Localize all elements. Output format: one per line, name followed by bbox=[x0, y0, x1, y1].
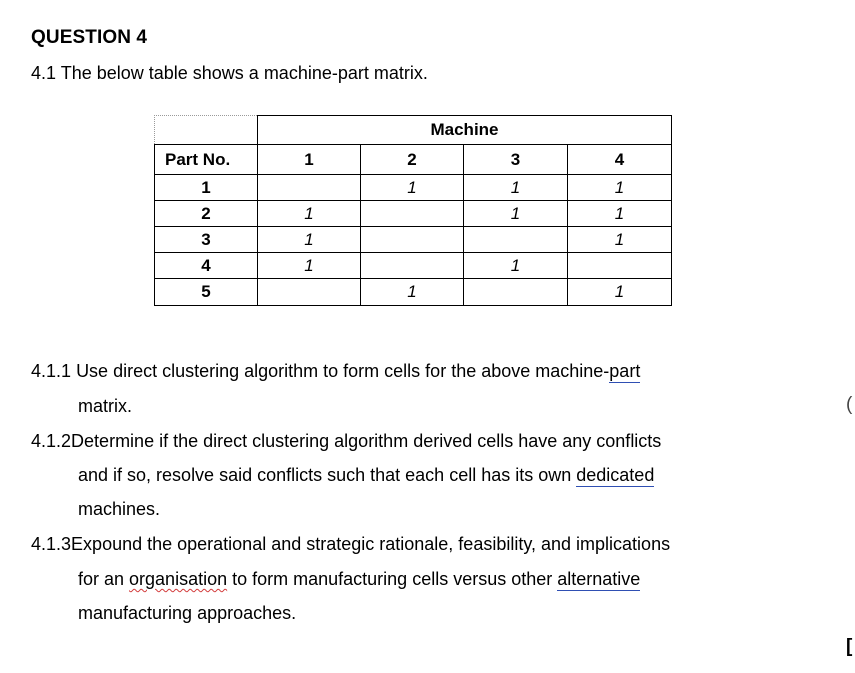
machine-header: 4 bbox=[568, 145, 672, 175]
matrix-cell bbox=[568, 253, 672, 279]
table-row bbox=[155, 201, 672, 227]
matrix-cell: 1 bbox=[568, 279, 672, 306]
machine-part-matrix bbox=[154, 115, 672, 306]
task-4-1-2-line-1 bbox=[31, 431, 661, 451]
matrix-cell: 1 bbox=[464, 201, 568, 227]
matrix-cell bbox=[361, 201, 464, 227]
matrix-cell: 1 bbox=[568, 227, 672, 253]
matrix-cell: 1 bbox=[258, 227, 361, 253]
matrix-column-header-row bbox=[155, 145, 672, 175]
matrix-cell: 1 bbox=[258, 253, 361, 279]
task-number: 4.1.3 bbox=[31, 534, 72, 554]
task-text: to form manufacturing cells versus other bbox=[227, 569, 558, 589]
part-label: 1 bbox=[155, 175, 258, 201]
question-heading: QUESTION 4 bbox=[31, 27, 148, 48]
machine-group-header: Machine bbox=[258, 116, 672, 145]
task-number: 4.1.1 bbox=[31, 361, 72, 381]
matrix-cell bbox=[464, 227, 568, 253]
task-4-1-2-line-2 bbox=[78, 465, 654, 485]
cropped-paren-mark: ( bbox=[846, 394, 853, 415]
task-text: Determine if the direct clustering algorithm derived cells have any conflicts bbox=[71, 431, 662, 451]
task-number: 4.1.2 bbox=[31, 431, 72, 451]
task-4-1-1-line-1 bbox=[31, 361, 640, 381]
task-4-1-3-line-1 bbox=[31, 534, 670, 554]
table-row bbox=[155, 279, 672, 306]
matrix-cell: 1 bbox=[464, 175, 568, 201]
grammar-flagged-word: alternative bbox=[557, 569, 641, 589]
matrix-corner-cell bbox=[155, 116, 258, 145]
task-text: matrix. bbox=[78, 396, 132, 416]
matrix-group-header-row bbox=[155, 116, 672, 145]
matrix-cell bbox=[361, 227, 464, 253]
task-text: manufacturing approaches. bbox=[78, 603, 297, 623]
task-text: Expound the operational and strategic rationale, feasibility, and implications bbox=[71, 534, 671, 554]
part-label: 5 bbox=[155, 279, 258, 306]
part-label: 4 bbox=[155, 253, 258, 279]
matrix-cell: 1 bbox=[568, 175, 672, 201]
spelling-flagged-word: organisation bbox=[129, 569, 228, 589]
table-row bbox=[155, 227, 672, 253]
matrix-cell bbox=[464, 279, 568, 306]
task-text: Use direct clustering algorithm to form cells for the above machine- bbox=[76, 361, 610, 381]
part-label: 2 bbox=[155, 201, 258, 227]
matrix-cell bbox=[361, 253, 464, 279]
part-label: 3 bbox=[155, 227, 258, 253]
machine-header: 1 bbox=[258, 145, 361, 175]
matrix-cell: 1 bbox=[568, 201, 672, 227]
cropped-bracket-mark: [ bbox=[846, 636, 853, 657]
part-no-header: Part No. bbox=[155, 145, 258, 175]
intro-text: 4.1 The below table shows a machine-part matrix. bbox=[31, 63, 428, 83]
task-text: and if so, resolve said conflicts such that each cell has its own bbox=[78, 465, 577, 485]
machine-header: 2 bbox=[361, 145, 464, 175]
matrix-cell bbox=[258, 279, 361, 306]
grammar-flagged-word: dedicated bbox=[576, 465, 655, 485]
task-text: for an bbox=[78, 569, 130, 589]
matrix-cell: 1 bbox=[258, 201, 361, 227]
task-4-1-3-line-2 bbox=[78, 569, 640, 589]
table-row bbox=[155, 253, 672, 279]
matrix-cell: 1 bbox=[361, 279, 464, 306]
matrix-cell: 1 bbox=[361, 175, 464, 201]
task-text: machines. bbox=[78, 499, 161, 519]
machine-header: 3 bbox=[464, 145, 568, 175]
matrix-cell: 1 bbox=[464, 253, 568, 279]
matrix-cell bbox=[258, 175, 361, 201]
table-row bbox=[155, 175, 672, 201]
grammar-flagged-word: part bbox=[609, 361, 641, 381]
